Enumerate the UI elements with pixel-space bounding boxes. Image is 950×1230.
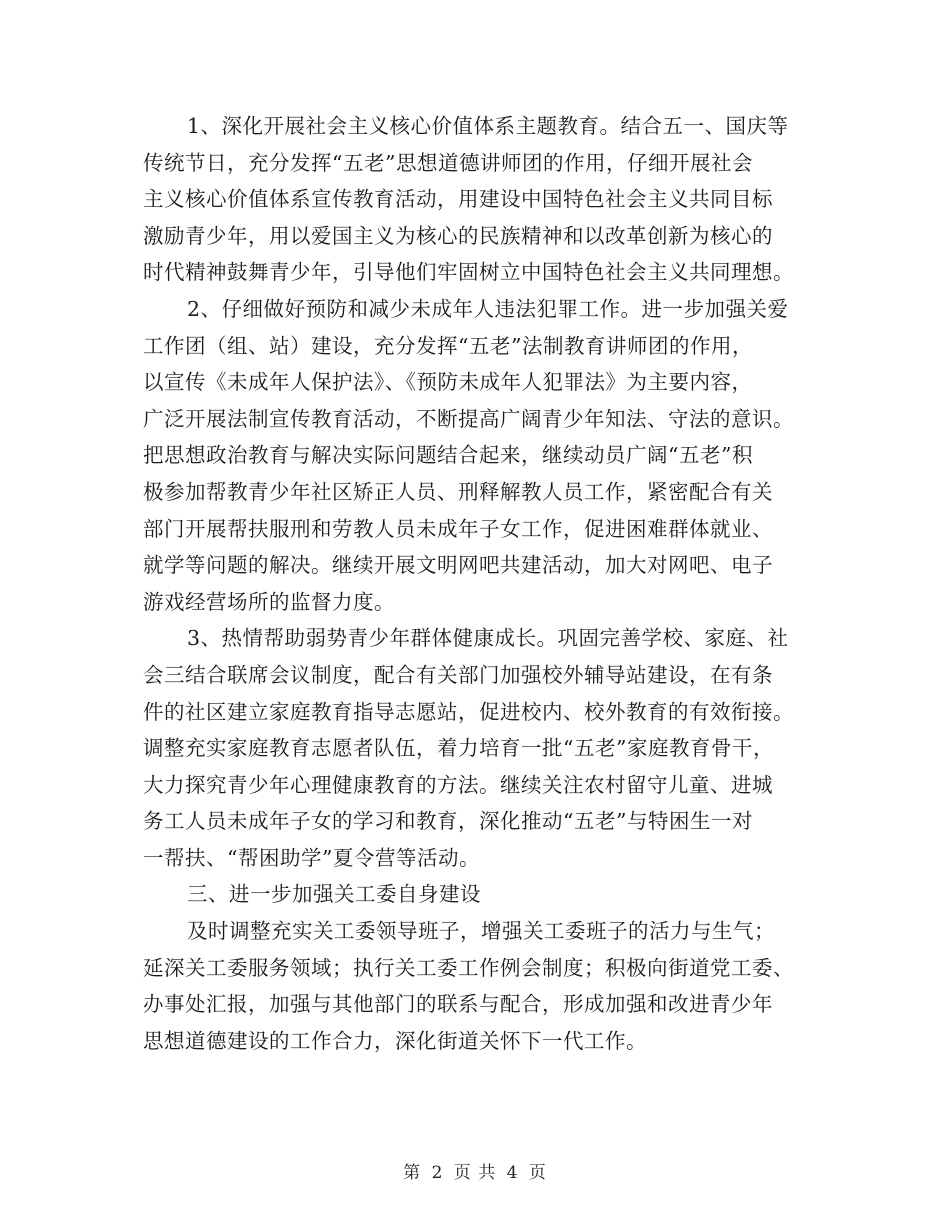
- text-line: 主义核心价值体系宣传教育活动，用建设中国特色社会主义共同目标: [143, 187, 773, 212]
- footer-middle: 页 共: [453, 1163, 497, 1183]
- text-line: 时代精神鼓舞青少年，引导他们牢固树立中国特色社会主义共同理想。: [143, 260, 794, 285]
- text-line: 1、深化开展社会主义核心价值体系主题教育。结合五一、国庆等: [187, 114, 789, 138]
- text-line: 3、热情帮助弱势青少年群体健康成长。巩固完善学校、家庭、社: [187, 626, 789, 651]
- page-footer: [0, 1158, 950, 1183]
- text-line: 2、仔细做好预防和减少未成年人违法犯罪工作。进一步加强关爱: [187, 296, 789, 321]
- text-line: 及时调整充实关工委领导班子，增强关工委班子的活力与生气；: [187, 919, 775, 944]
- text-line: 工作团（组、站）建设，充分发挥“五老”法制教育讲师团的作用，: [143, 333, 753, 358]
- text-line: 激励青少年，用以爱国主义为核心的民族精神和以改革创新为核心的: [143, 223, 773, 248]
- document-body: [143, 108, 813, 1059]
- section-heading: [143, 876, 813, 913]
- text-line: 部门开展帮扶服刑和劳教人员未成年子女工作，促进困难群体就业、: [143, 516, 773, 541]
- text-line: 件的社区建立家庭教育指导志愿站，促进校内、校外教育的有效衔接。: [143, 699, 794, 724]
- paragraph: [143, 620, 813, 876]
- text-line: 广泛开展法制宣传教育活动，不断提高广阔青少年知法、守法的意识。: [143, 406, 794, 431]
- footer-prefix: 第: [403, 1163, 422, 1183]
- text-line: 务工人员未成年子女的学习和教育，深化推动“五老”与特困生一对: [143, 809, 753, 834]
- paragraph: [143, 291, 813, 620]
- text-line: 延深关工委服务领域；执行关工委工作例会制度；积极向街道党工委、: [143, 955, 794, 980]
- text-line: 办事处汇报，加强与其他部门的联系与配合，形成加强和改进青少年: [143, 992, 773, 1017]
- text-line: 调整充实家庭教育志愿者队伍，着力培育一批“五老”家庭教育骨干，: [143, 736, 774, 761]
- text-line: 一帮扶、“帮困助学”夏令营等活动。: [143, 845, 480, 870]
- text-line: 极参加帮教青少年社区矫正人员、刑释解教人员工作，紧密配合有关: [143, 479, 773, 504]
- paragraph: [143, 913, 813, 1059]
- section-heading-text: 三、进一步加强关工委自身建设: [187, 882, 481, 907]
- text-line: 传统节日，充分发挥“五老”思想道德讲师团的作用，仔细开展社会: [143, 150, 753, 175]
- text-line: 把思想政治教育与解决实际问题结合起来，继续动员广阔“五老”积: [143, 443, 753, 468]
- text-line: 会三结合联席会议制度，配合有关部门加强校外辅导站建设，在有条: [143, 662, 773, 687]
- paragraph: [143, 108, 813, 291]
- page-total: 4: [506, 1163, 519, 1183]
- text-line: 游戏经营场所的监督力度。: [143, 589, 395, 614]
- text-line: 以宣传《未成年人保护法》、《预防未成年人犯罪法》为主要内容，: [143, 370, 753, 395]
- text-line: 大力探究青少年心理健康教育的方法。继续关注农村留守儿童、进城: [143, 772, 773, 797]
- footer-suffix: 页: [528, 1163, 547, 1183]
- text-line: 思想道德建设的工作合力，深化街道关怀下一代工作。: [143, 1028, 647, 1053]
- page-number: 2: [431, 1163, 444, 1183]
- text-line: 就学等问题的解决。继续开展文明网吧共建活动，加大对网吧、电子: [143, 553, 773, 578]
